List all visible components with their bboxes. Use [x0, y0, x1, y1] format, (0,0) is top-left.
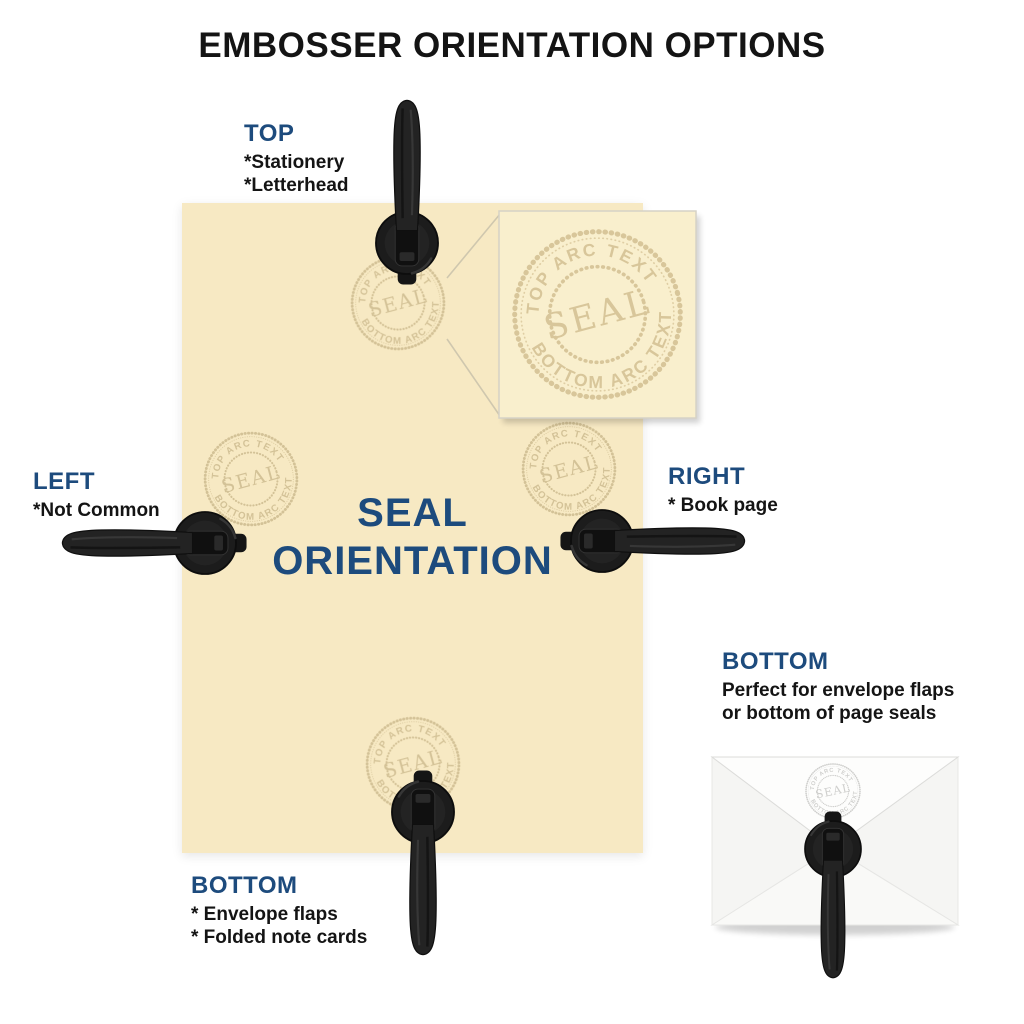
paper-center-text-line2: ORIENTATION: [272, 539, 553, 583]
seal-magnifier-inset: [496, 211, 700, 423]
bottom-right-orientation-item: or bottom of page seals: [722, 703, 937, 724]
top-orientation-item: *Stationery: [244, 152, 345, 173]
left-orientation-title: LEFT: [33, 468, 95, 495]
bottom-embosser: [392, 770, 454, 954]
bottom-right-orientation-title: BOTTOM: [722, 648, 829, 675]
top-embosser: [376, 100, 438, 284]
bottom-right-orientation-item: Perfect for envelope flaps: [722, 680, 955, 701]
page-title: EMBOSSER ORIENTATION OPTIONS: [198, 26, 826, 65]
envelope: [712, 757, 958, 978]
paper-center-text-line1: SEAL: [357, 491, 468, 535]
paper-seal-right: [513, 413, 625, 525]
right-orientation-title: RIGHT: [668, 463, 746, 490]
left-orientation-callout: [33, 468, 160, 522]
bottom-orientation-callout: [191, 872, 367, 949]
magnifier-callout-lines: [447, 214, 500, 416]
right-orientation-item: * Book page: [668, 495, 778, 516]
right-orientation-callout: [668, 463, 778, 517]
top-orientation-title: TOP: [244, 120, 295, 147]
bottom-orientation-title: BOTTOM: [191, 872, 298, 899]
left-orientation-item: *Not Common: [33, 500, 160, 521]
top-orientation-callout: [244, 120, 349, 197]
bottom-orientation-item: * Folded note cards: [191, 927, 368, 948]
bottom-right-orientation-callout: [722, 648, 954, 725]
right-embosser: [560, 510, 744, 572]
bottom-orientation-item: * Envelope flaps: [191, 904, 338, 925]
top-orientation-item: *Letterhead: [244, 175, 349, 196]
